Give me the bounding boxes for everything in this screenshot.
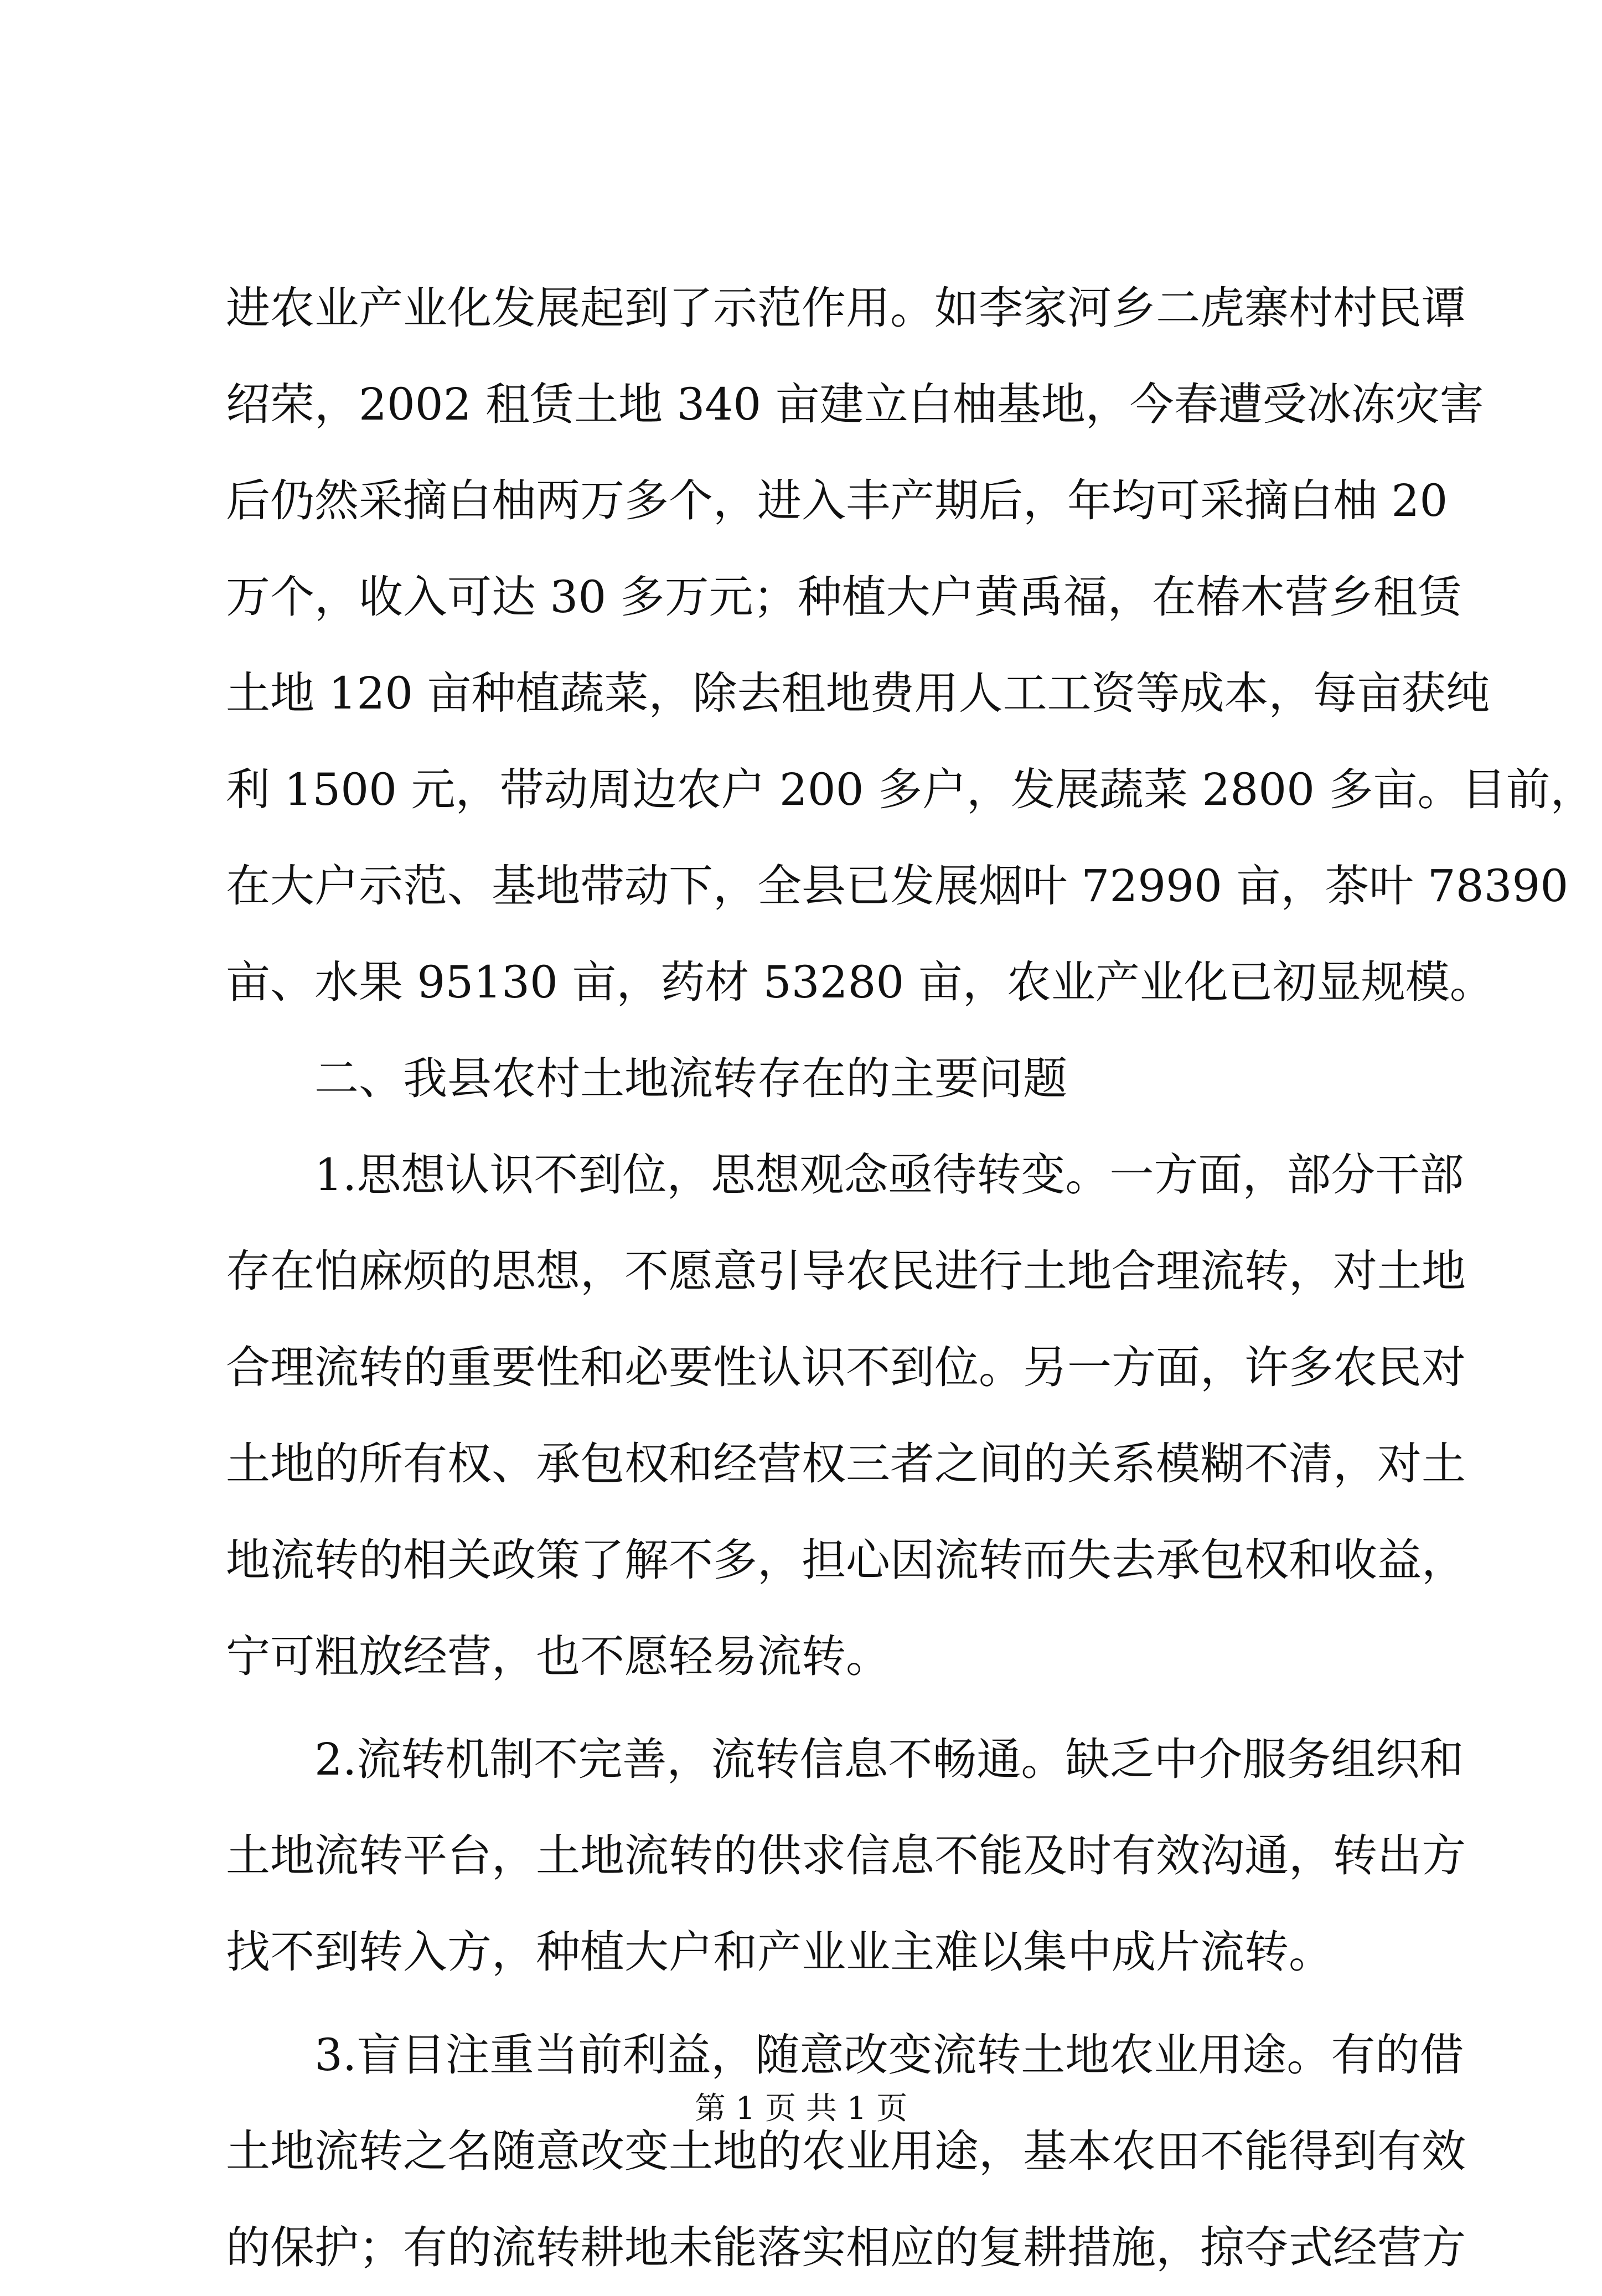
- text-line: 土地流转平台，土地流转的供求信息不能及时有效沟通，转出方: [226, 1830, 1466, 1881]
- paragraph-point-3: [226, 2007, 1466, 2296]
- text-line: 土地的所有权、承包权和经营权三者之间的关系模糊不清，对土: [226, 1438, 1466, 1490]
- text-line: 万个，收入可达 30 多万元；种植大户黄禹福，在椿木营乡租赁: [226, 571, 1462, 623]
- text-line: 存在怕麻烦的思想，不愿意引导农民进行土地合理流转，对土地: [226, 1245, 1466, 1297]
- paragraph-gap: [226, 1705, 1422, 1711]
- document-body: [226, 260, 1595, 2296]
- text-line: 土地流转之名随意改变土地的农业用途，基本农田不能得到有效: [226, 2126, 1466, 2177]
- text-line: 找不到转入方，种植大户和产业业主难以集中成片流转。: [226, 1926, 1333, 1978]
- text-line: 后仍然采摘白柚两万多个，进入丰产期后，年均可采摘白柚 20: [226, 475, 1448, 526]
- paragraph-gap: [226, 2000, 1422, 2007]
- text-line: 的保护；有的流转耕地未能落实相应的复耕措施，掠夺式经营方: [226, 2222, 1466, 2273]
- paragraph-point-2: [226, 1711, 1466, 2000]
- heading-line: 二、我县农村土地流转存在的主要问题: [226, 1053, 1067, 1104]
- paragraph-intro: [226, 260, 1595, 1031]
- text-line: 土地 120 亩种植蔬菜，除去租地费用人工工资等成本，每亩获纯: [226, 668, 1490, 719]
- text-line: 绍荣，2002 租赁土地 340 亩建立白柚基地，今春遭受冰冻灾害: [226, 379, 1484, 430]
- page-number-label: 第 1 页 共 1 页: [694, 2091, 908, 2127]
- page-footer: [0, 2087, 1602, 2131]
- text-line: 在大户示范、基地带动下，全县已发展烟叶 72990 亩，茶叶 78390: [226, 860, 1569, 912]
- section-heading: [226, 1031, 1422, 1127]
- text-line: 亩、水果 95130 亩，药材 53280 亩，农业产业化已初显规模。: [226, 956, 1494, 1008]
- text-line: 地流转的相关政策了解不多，担心因流转而失去承包权和收益，: [226, 1534, 1466, 1586]
- text-line: 2.流转机制不完善，流转信息不畅通。缺乏中介服务组织和: [226, 1734, 1464, 1785]
- text-line: 利 1500 元，带动周边农户 200 多户，发展蔬菜 2800 多亩。目前，: [226, 764, 1595, 815]
- paragraph-point-1: [226, 1127, 1466, 1705]
- text-line: 合理流转的重要性和必要性认识不到位。另一方面，许多农民对: [226, 1342, 1466, 1393]
- text-line: 进农业产业化发展起到了示范作用。如李家河乡二虎寨村村民谭: [226, 282, 1466, 334]
- text-line: 1.思想认识不到位，思想观念亟待转变。一方面，部分干部: [226, 1149, 1464, 1201]
- text-line: 宁可粗放经营，也不愿轻易流转。: [226, 1631, 890, 1682]
- text-line: 3.盲目注重当前利益，随意改变流转土地农业用途。有的借: [226, 2029, 1464, 2081]
